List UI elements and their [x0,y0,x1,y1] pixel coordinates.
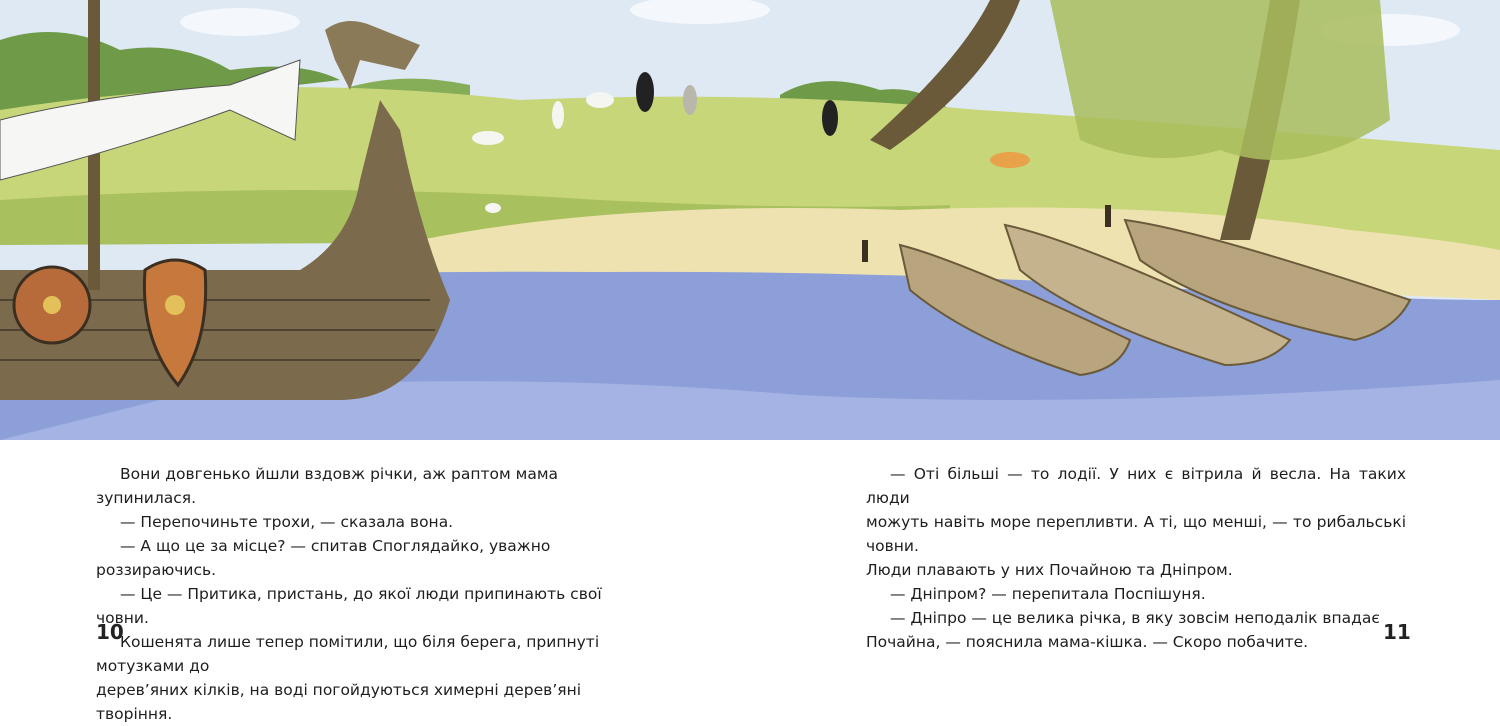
cloud [180,8,300,36]
left-page-text [96,462,636,726]
black-cat [636,72,654,112]
shield-boss [43,296,61,314]
shield-boss [165,295,185,315]
white-cat [485,203,501,213]
ginger-cat [990,152,1030,168]
white-cat [472,131,504,145]
willow-foliage [1050,0,1390,160]
paragraph: — Це — Притика, пристань, до якої люди припинають свої човни. [96,585,602,627]
paragraph: Вони довгенько йшли вздовж річки, аж раптом мама зупинилася. [96,465,559,507]
white-cat [552,101,564,129]
paragraph: можуть навіть море перепливти. А ті, що менші, — то рибальські човни. [866,513,1406,555]
paragraph: дерев’яних кілків, на воді погойдуються химерні дерев’яні творіння. [96,681,582,723]
paragraph: — А що це за місце? — спитав Споглядайко, уважно роззираючись. [96,537,551,579]
paragraph: — Оті більші — то лодії. У них є вітрила й весла. На таких люди [866,465,1406,507]
paragraph: Люди плавають у них Почайною та Дніпром. [866,561,1233,579]
right-page-text [866,462,1406,654]
white-cat [586,92,614,108]
paragraph: — Перепочиньте трохи, — сказала вона. [120,513,454,531]
mooring-post [862,240,868,262]
paragraph: Почайна, — пояснила мама-кішка. — Скоро побачите. [866,633,1309,651]
paragraph: — Дніпром? — перепитала Поспішуня. [890,585,1206,603]
paragraph: Кошенята лише тепер помітили, що біля берега, припнуті мотузками до [96,633,600,675]
mooring-post [1105,205,1111,227]
page-number-left: 10 [96,620,124,644]
grey-cat [683,85,697,115]
page-number-right: 11 [1383,620,1411,644]
black-cat [822,100,838,136]
paragraph: — Дніпро — це велика річка, в яку зовсім неподалік впадає [890,609,1380,627]
